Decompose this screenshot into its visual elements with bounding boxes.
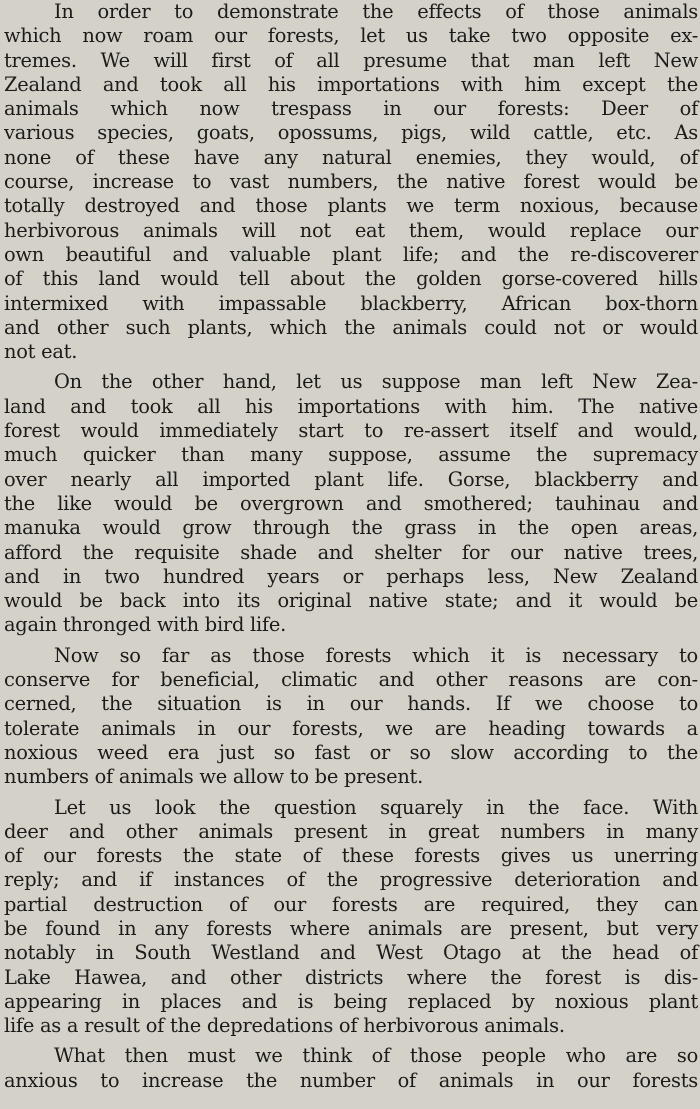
- paragraph-1: [4, 0, 698, 364]
- text-line: In order to demonstrate the effects of those animals: [54, 0, 698, 23]
- paragraph-3: [4, 644, 698, 790]
- text-line: On the other hand, let us suppose man left New Zea-: [54, 370, 698, 394]
- text-line: Zealand and took all his importations with him except the: [4, 72, 698, 96]
- text-line: totally destroyed and those plants we term noxious, because: [4, 194, 698, 218]
- text-line: deer and other animals present in great numbers in many: [4, 819, 698, 843]
- text-line: much quicker than many suppose, assume the supremacy: [4, 443, 698, 467]
- text-line: tolerate animals in our forests, we are heading towards a: [4, 716, 698, 740]
- text-line: Lake Hawea, and other districts where the forest is dis-: [4, 965, 698, 989]
- text-line: course, increase to vast numbers, the native forest would be: [4, 170, 698, 194]
- text-line: land and took all his importations with him. The native: [4, 394, 698, 418]
- text-line: be found in any forests where animals are present, but very: [4, 916, 698, 940]
- text-line: What then must we think of those people who are so: [54, 1044, 698, 1068]
- paragraph-4: [4, 796, 698, 1039]
- text-line: of this land would tell about the golden gorse-covered hills: [4, 267, 698, 291]
- text-line: partial destruction of our forests are required, they can: [4, 892, 698, 916]
- text-line: and in two hundred years or perhaps less, New Zealand: [4, 564, 698, 588]
- text-line: Now so far as those forests which it is necessary to: [54, 643, 698, 667]
- text-line: which now roam our forests, let us take two opposite ex-: [4, 24, 698, 48]
- text-line: reply; and if instances of the progressive deterioration and: [4, 868, 698, 892]
- text-line: notably in South Westland and West Otago at the head of: [4, 941, 698, 965]
- text-line: Let us look the question squarely in the face. With: [54, 795, 698, 819]
- text-line: again thronged with bird life.: [4, 613, 286, 637]
- text-line: appearing in places and is being replaced by noxious plant: [4, 989, 698, 1013]
- text-line: none of these have any natural enemies, they would, of: [4, 145, 698, 169]
- text-line: cerned, the situation is in our hands. If we choose to: [4, 692, 698, 716]
- text-line: numbers of animals we allow to be present.: [4, 765, 424, 789]
- text-line: of our forests the state of these forests gives us unerring: [4, 844, 698, 868]
- text-line: tremes. We will first of all presume that man left New: [4, 48, 698, 72]
- text-line: would be back into its original native state; and it would be: [4, 589, 698, 613]
- text-line: afford the requisite shade and shelter for our native trees,: [4, 540, 698, 564]
- text-line: intermixed with impassable blackberry, African box-thorn: [4, 291, 698, 315]
- text-line: conserve for beneficial, climatic and other reasons are con-: [4, 668, 698, 692]
- text-line: noxious weed era just so fast or so slow according to the: [4, 740, 698, 764]
- text-line: various species, goats, opossums, pigs, wild cattle, etc. As: [4, 121, 698, 145]
- text-line: over nearly all imported plant life. Gorse, blackberry and: [4, 467, 698, 491]
- text-line: forest would immediately start to re-assert itself and would,: [4, 419, 698, 443]
- text-line: herbivorous animals will not eat them, would replace our: [4, 218, 698, 242]
- text-line: life as a result of the depredations of herbivorous animals.: [4, 1014, 565, 1038]
- text-line: manuka would grow through the grass in the open areas,: [4, 516, 698, 540]
- text-line: the like would be overgrown and smothered; tauhinau and: [4, 491, 698, 515]
- text-line: not eat.: [4, 340, 78, 364]
- text-line: animals which now trespass in our forests: Deer of: [4, 97, 698, 121]
- text-line: anxious to increase the number of animals in our forests: [4, 1068, 698, 1092]
- paragraph-2: [4, 370, 698, 637]
- text-line: and other such plants, which the animals could not or would: [4, 315, 698, 339]
- paragraph-5: [4, 1044, 698, 1093]
- text-line: own beautiful and valuable plant life; and the re-discoverer: [4, 242, 698, 266]
